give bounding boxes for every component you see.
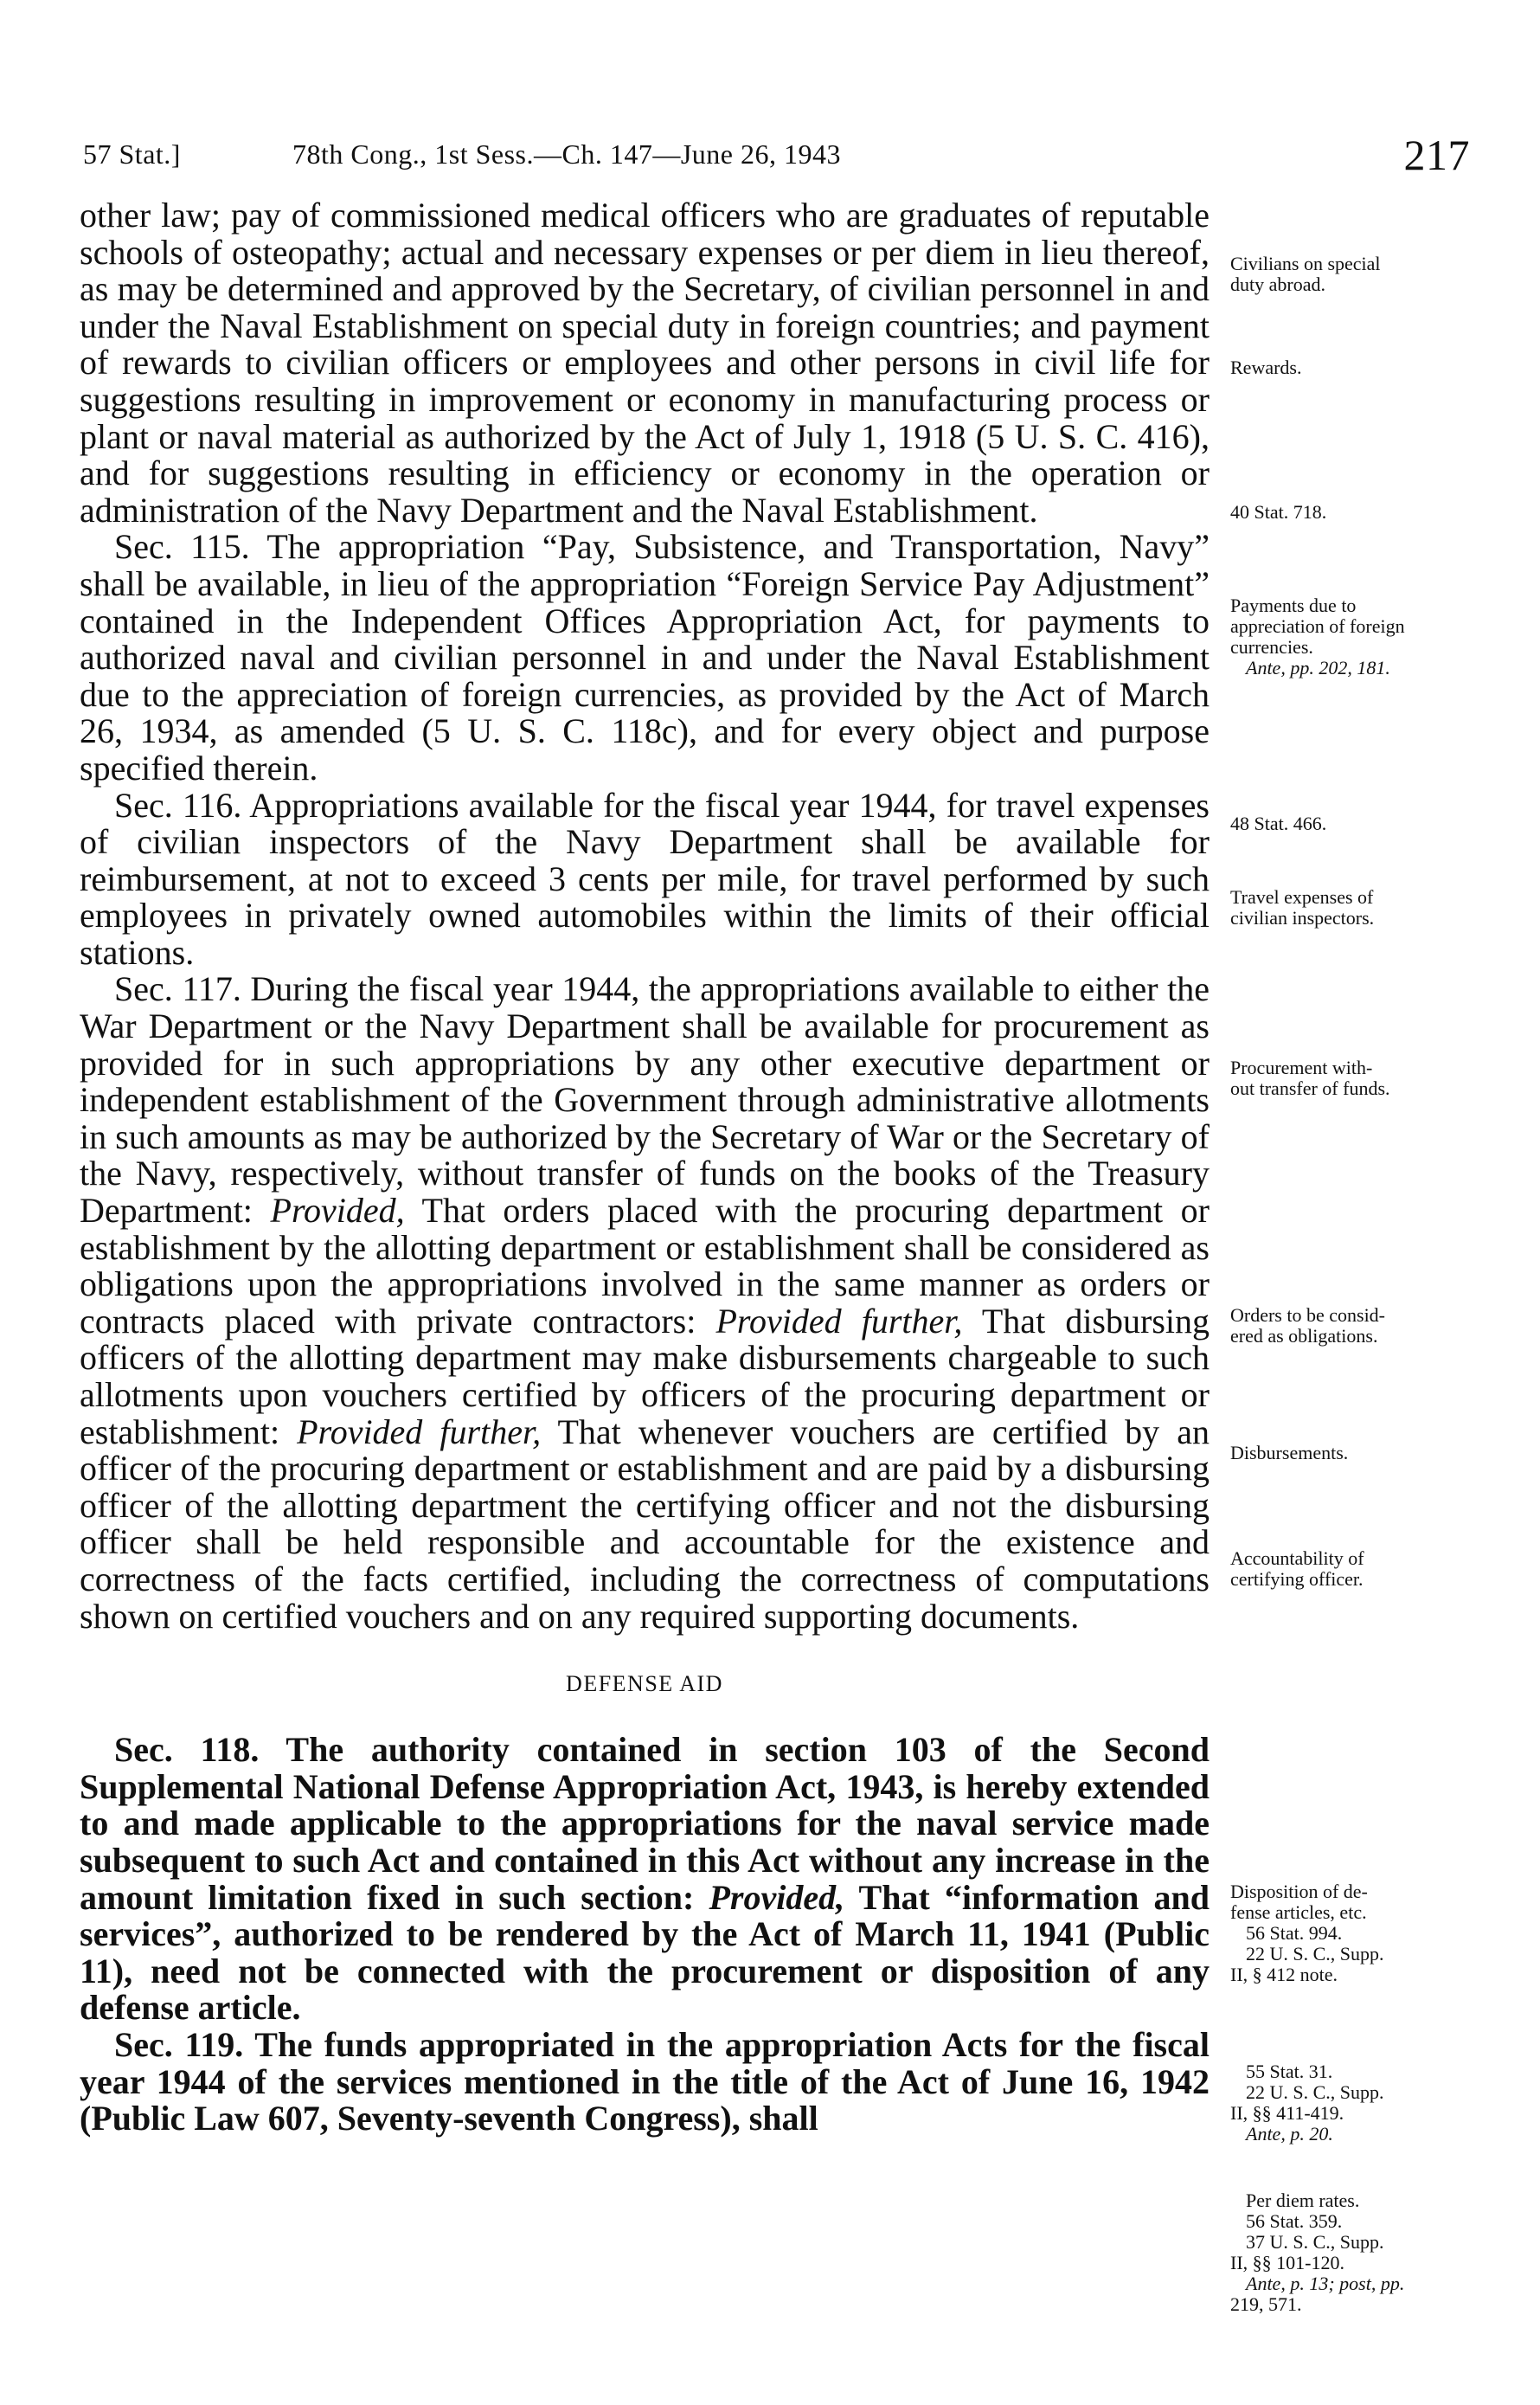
margin-line: fense articles, etc.	[1230, 1901, 1367, 1923]
margin-line: II, § 412 note.	[1230, 1964, 1338, 1985]
margin-line: duty abroad.	[1230, 273, 1325, 295]
margin-line: ered as obligations.	[1230, 1325, 1378, 1347]
paragraph-continuation: other law; pay of commissioned medical officers who are graduates of reputable schools of osteopathy; actual and necessary expenses or per diem in lieu thereof, as may be determined and approved by the Secretary, of civilian personnel in and under the Naval Establishment on special duty in foreign countries; and payment of rewards to civilian officers or employees and other persons in civil life for suggestions resulting in improvement or economy in manufacturing process or plant or naval material as authorized by the Act of July 1, 1918 (5 U. S. C. 416), and for suggestions resulting in efficiency or economy in the operation or administration of the Navy Department and the Naval Establishment.	[80, 196, 1210, 530]
margin-note-civilians-abroad	[1230, 254, 1477, 295]
margin-line: Accountability of	[1230, 1547, 1364, 1569]
margin-line: 22 U. S. C., Supp.	[1246, 2081, 1384, 2103]
margin-note-travel	[1230, 887, 1477, 929]
section-119: Sec. 119. The funds appropriated in the appropriation Acts for the fiscal year 1944 of the services mentioned in the title of the Act of June 16, 1942 (Public Law 607, Seventy-seventh Congress), shall	[80, 2024, 1210, 2138]
margin-line: 48 Stat. 466.	[1230, 813, 1327, 834]
margin-line: II, §§ 101-120.	[1230, 2252, 1344, 2273]
margin-line: Travel expenses of	[1230, 886, 1374, 908]
margin-note-40-stat	[1230, 502, 1477, 523]
margin-line: 37 U. S. C., Supp.	[1246, 2231, 1384, 2253]
section-117	[80, 971, 1210, 1635]
margin-line: Procurement with-	[1230, 1057, 1373, 1078]
section-118	[80, 1732, 1210, 2027]
margin-line: Orders to be consid-	[1230, 1304, 1386, 1326]
page-number: 217	[1403, 131, 1470, 179]
margin-line: civilian inspectors.	[1230, 907, 1375, 929]
proviso-provided-118: Provided,	[709, 1877, 845, 1917]
margin-note-procurement	[1230, 1058, 1477, 1099]
margin-line: Disbursements.	[1230, 1442, 1349, 1463]
margin-note-per-diem	[1230, 2190, 1477, 2315]
margin-line: certifying officer.	[1230, 1568, 1364, 1590]
margin-note-48-stat	[1230, 813, 1477, 834]
section-116: Sec. 116. Appropriations available for the fiscal year 1944, for travel expenses of civilian inspectors of the Navy Department shall be available for reimbursement, at not to exceed 3 cents per mile, for travel performed by such employees in privately owned automobiles within the limits of their official stations.	[80, 785, 1210, 972]
margin-note-references-55-stat	[1230, 2061, 1477, 2145]
section-117-part-d: That whenever vouchers are certified by an officer of the procuring department or establishment and are paid by a disbursing officer of the allotting department the certifying officer and not the disbursing officer shall be held responsible and accountable for the existence and correctness of the facts certified, including the correctness of computations shown on certified vouchers and on any required supporting documents.	[80, 1411, 1210, 1636]
margin-line: Payments due to	[1230, 595, 1357, 616]
section-118-part-b: That “information and services”, authorized to be rendered by the Act of March 11, 1941 (Public 11), need not be connected with the procurement or disposition of any defense article.	[80, 1877, 1210, 2028]
margin-note-rewards	[1230, 357, 1477, 378]
section-115: Sec. 115. The appropriation “Pay, Subsistence, and Transportation, Navy” shall be available, in lieu of the appropriation “Foreign Service Pay Adjustment” contained in the Independent Offices Appropriation Act, for payments to authorized naval and civilian personnel in and under the Naval Establishment due to the appreciation of foreign currencies, as provided by the Act of March 26, 1934, as amended (5 U. S. C. 118c), and for every object and purpose specified therein.	[80, 527, 1210, 788]
margin-line: Ante, pp. 202, 181.	[1246, 657, 1390, 678]
margin-line: Per diem rates.	[1246, 2190, 1360, 2211]
margin-line: 219, 571.	[1230, 2293, 1302, 2315]
margin-line: Civilians on special	[1230, 253, 1381, 274]
margin-line: 22 U. S. C., Supp.	[1246, 1943, 1384, 1965]
margin-line: Disposition of de-	[1230, 1881, 1368, 1902]
proviso-provided-further-2: Provided further,	[297, 1411, 542, 1451]
margin-line: out transfer of funds.	[1230, 1077, 1390, 1099]
margin-line: Ante, p. 20.	[1246, 2123, 1333, 2145]
margin-line: Rewards.	[1230, 357, 1302, 378]
margin-line: II, §§ 411-419.	[1230, 2102, 1344, 2124]
margin-line: currencies.	[1230, 636, 1313, 658]
margin-line: 55 Stat. 31.	[1246, 2061, 1333, 2082]
margin-note-payments	[1230, 595, 1477, 678]
section-117-part-b: That orders placed with the procuring department or establishment by the allotting department or establishment shall be considered as obligations upon the appropriations involved in the same manner as orders or contracts placed with private contractors:	[80, 1191, 1210, 1341]
section-117-part-c: That disbursing officers of the allotting department may make disbursements chargeable to such allotments upon vouchers certified by officers of the procuring department or establishment:	[80, 1301, 1210, 1451]
main-text	[80, 197, 1210, 2138]
margin-note-disbursements	[1230, 1443, 1477, 1463]
margin-line: 56 Stat. 994.	[1246, 1922, 1343, 1944]
section-118-part-a: Sec. 118. The authority contained in section 103 of the Second Supplemental National Defense Appropriation Act, 1943, is hereby extended to and made applicable to the appropriations for the naval service made subsequent to such Act and contained in this Act without any increase in the amount limitation fixed in such section:	[80, 1730, 1210, 1917]
margin-note-accountability	[1230, 1548, 1477, 1590]
margin-line: Ante, p. 13; post, pp.	[1246, 2273, 1405, 2294]
proviso-provided-further: Provided further,	[715, 1301, 963, 1341]
header-session: 78th Cong., 1st Sess.—Ch. 147—June 26, 1943	[292, 138, 841, 170]
header-stat: 57 Stat.]	[83, 138, 181, 170]
margin-line: 40 Stat. 718.	[1230, 501, 1327, 523]
margin-line: appreciation of foreign	[1230, 615, 1405, 637]
margin-line: 56 Stat. 359.	[1246, 2210, 1343, 2232]
margin-note-orders	[1230, 1305, 1477, 1347]
section-117-part-a: Sec. 117. During the fiscal year 1944, the appropriations available to either the War Department or the Navy Department shall be available for procurement as provided for in such appropriations by any other executive department or independent establishment of the Government through administrative allotments in such amounts as may be authorized by the Secretary of War or the Secretary of the Navy, respectively, without transfer of funds on the books of the Treasury Department:	[80, 969, 1210, 1231]
margin-note-disposition	[1230, 1881, 1477, 1985]
proviso-provided: Provided,	[270, 1191, 405, 1231]
section-heading-defense-aid: DEFENSE AID	[566, 1671, 723, 1697]
